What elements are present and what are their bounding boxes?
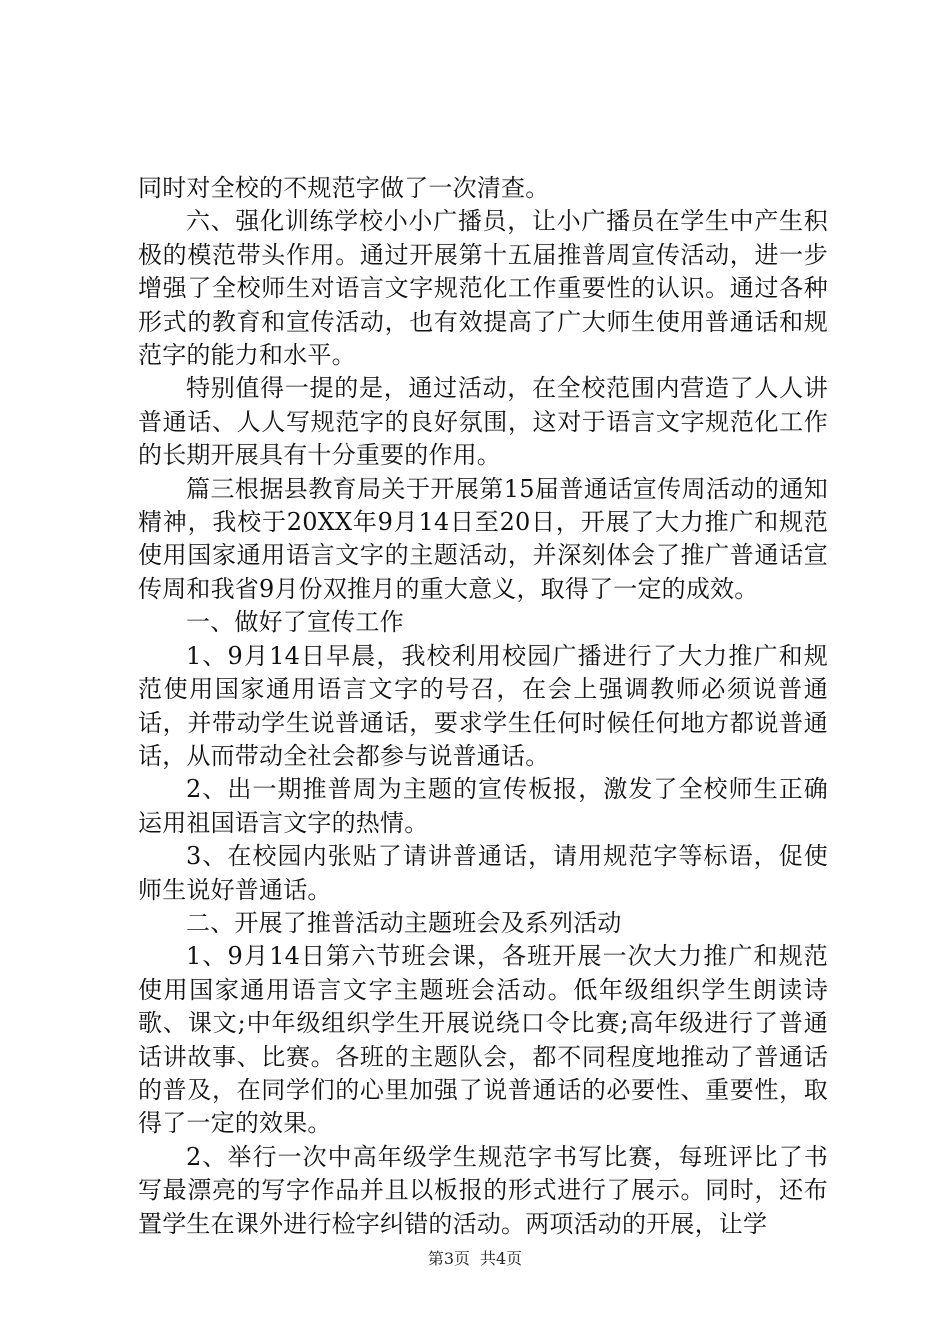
paragraph-9: 2、举行一次中高年级学生规范字书写比赛，每班评比了书写最漂亮的写字作品并且以板报的形式进行了展示。同时，还布置学生在课外进行检字纠错的活动。两项活动的开展，让学 (138, 1142, 828, 1238)
paragraph-4: 篇三根据县教育局关于开展第15届普通话宣传周活动的通知精神，我校于20XX年9月14日至20日，开展了大力推广和规范使用国家通用语言文字的主题活动，并深刻体会了推广普通话宣传周和我省9月份双推月的重大意义，取得了一定的成效。 (138, 474, 828, 603)
paragraph-5: 1、9月14日早晨，我校利用校园广播进行了大力推广和规范使用国家通用语言文字的号召，在会上强调教师必须说普通话，并带动学生说普通话，要求学生任何时候任何地方都说普通话，从而带动全社会都参与说普通话。 (138, 641, 828, 770)
page-total: 共4页 (480, 1249, 523, 1268)
paragraph-8: 1、9月14日第六节班会课，各班开展一次大力推广和规范使用国家通用语言文字主题班会活动。低年级组织学生朗读诗歌、课文;中年级组织学生开展说绕口令比赛;高年级进行了普通话讲故事、比赛。各班的主题队会，都不同程度地推动了普通话的普及，在同学们的心里加强了说普通话的必要性、重要性，取得了一定的效果。 (138, 942, 828, 1138)
document-body (138, 172, 828, 1241)
paragraph-3: 特别值得一提的是，通过活动，在全校范围内营造了人人讲普通话、人人写规范字的良好氛围，这对于语言文字规范化工作的长期开展具有十分重要的作用。 (138, 374, 828, 470)
section-heading-2: 二、开展了推普活动主题班会及系列活动 (186, 908, 622, 937)
paragraph-2: 六、强化训练学校小小广播员，让小广播员在学生中产生积极的模范带头作用。通过开展第十五届推普周宣传活动，进一步增强了全校师生对语言文字规范化工作重要性的认识。通过各种形式的教育和宣传活动，也有效提高了广大师生使用普通话和规范字的能力和水平。 (138, 207, 828, 370)
page-footer (0, 1246, 950, 1269)
paragraph-6: 2、出一期推普周为主题的宣传板报，激发了全校师生正确运用祖国语言文字的热情。 (138, 775, 828, 837)
page-number: 第3页 (427, 1249, 470, 1268)
section-heading-1: 一、做好了宣传工作 (186, 608, 404, 637)
paragraph-1: 同时对全校的不规范字做了一次清查。 (138, 174, 550, 202)
paragraph-7: 3、在校园内张贴了请讲普通话，请用规范字等标语，促使师生说好普通话。 (138, 842, 828, 904)
